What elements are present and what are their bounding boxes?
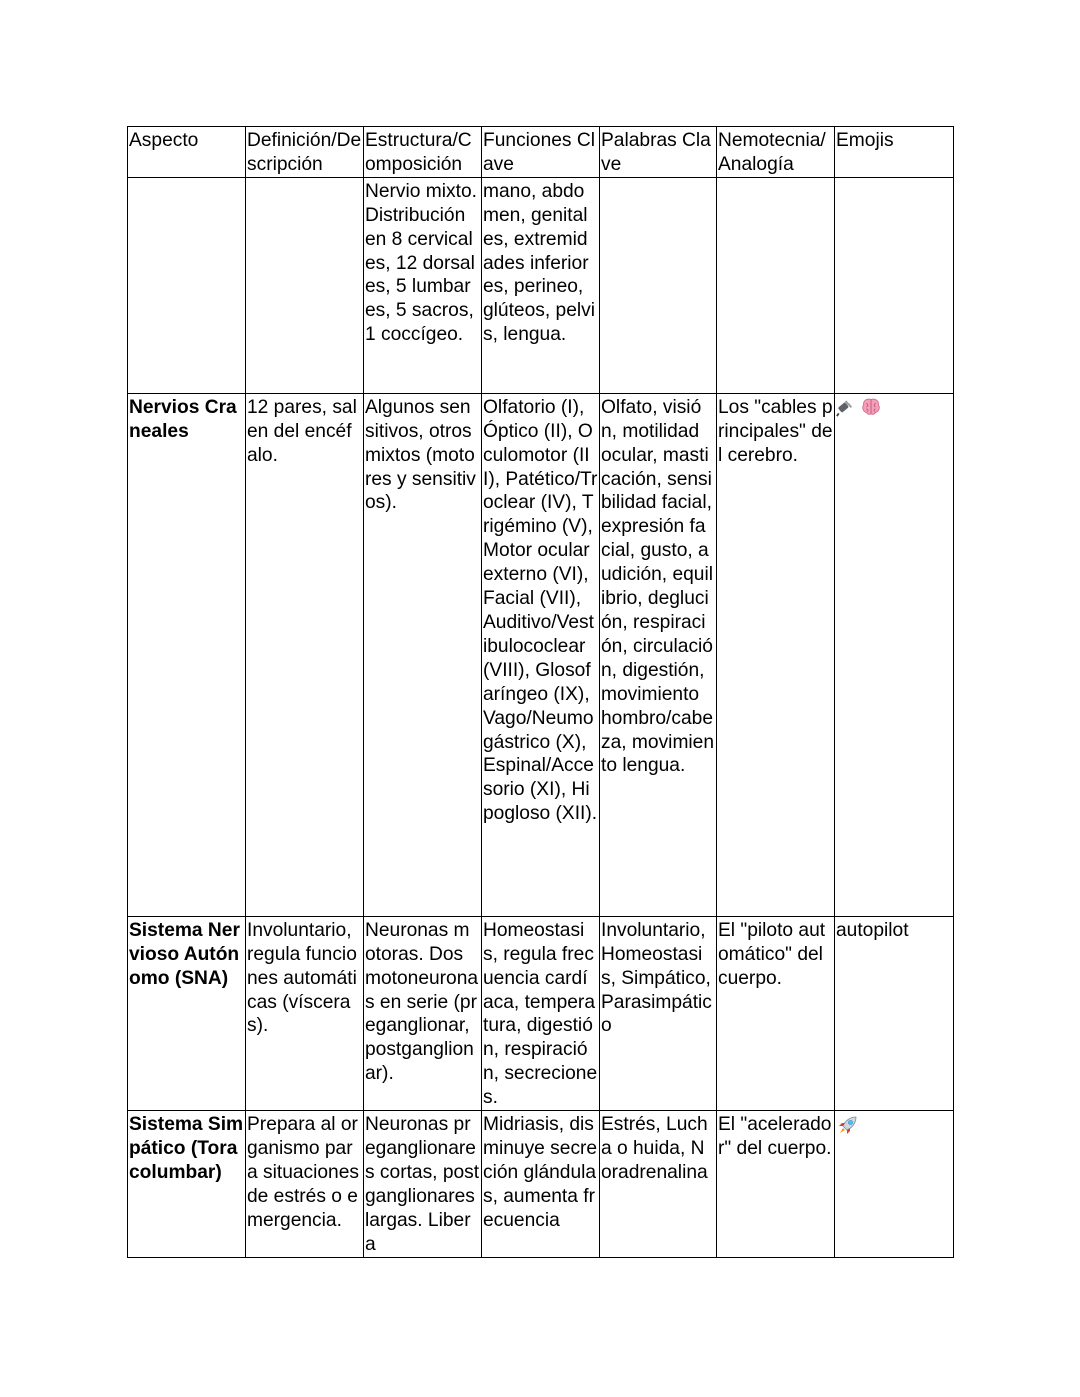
plug-icon	[836, 396, 858, 418]
cell-definicion: Prepara al organismo para situaciones de estrés o emergencia.	[246, 1111, 364, 1257]
cell-palabras: Involuntario, Homeostasis, Simpático, Parasimpático	[600, 916, 717, 1110]
cell-definicion	[246, 177, 364, 393]
cell-palabras	[600, 177, 717, 393]
brain-icon	[860, 396, 882, 418]
cell-aspecto: Nervios Craneales	[128, 393, 246, 916]
cell-estructura: Neuronas preganglionares cortas, postganglionares largas. Libera	[364, 1111, 482, 1257]
cell-estructura: Neuronas motoras. Dos motoneuronas en serie (preganglionar, postganglionar).	[364, 916, 482, 1110]
cell-aspecto	[128, 177, 246, 393]
header-cell-definicion: Definición/Descripción	[246, 127, 364, 178]
cell-estructura: Nervio mixto. Distribución en 8 cervicales, 12 dorsales, 5 lumbares, 5 sacros, 1 coccígeo.	[364, 177, 482, 393]
table-header-row	[128, 127, 954, 178]
document-page	[127, 126, 954, 1258]
summary-table	[127, 126, 954, 1258]
table-row	[128, 393, 954, 916]
rocket-icon	[836, 1113, 860, 1137]
header-cell-palabras: Palabras Clave	[600, 127, 717, 178]
cell-palabras: Olfato, visión, motilidad ocular, masticación, sensibilidad facial, expresión facial, gusto, audición, equilibrio, deglución, respiración, circulación, digestión, movimiento hombro/cabeza, movimiento lengua.	[600, 393, 717, 916]
emoji-group	[836, 396, 882, 418]
cell-funciones: Homeostasis, regula frecuencia cardíaca, temperatura, digestión, respiración, secreciones.	[482, 916, 600, 1110]
cell-emojis	[835, 177, 954, 393]
table-row	[128, 1111, 954, 1257]
cell-emojis	[835, 393, 954, 916]
cell-nemotecnia	[717, 177, 835, 393]
cell-nemotecnia: El "piloto automático" del cuerpo.	[717, 916, 835, 1110]
cell-emojis	[835, 1111, 954, 1257]
cell-nemotecnia: Los "cables principales" del cerebro.	[717, 393, 835, 916]
cell-nemotecnia: El "acelerador" del cuerpo.	[717, 1111, 835, 1257]
cell-emojis: autopilot	[835, 916, 954, 1110]
cell-definicion: Involuntario, regula funciones automáticas (vísceras).	[246, 916, 364, 1110]
cell-funciones: Olfatorio (I), Óptico (II), Oculomotor (III), Patético/Troclear (IV), Trigémino (V), Motor ocular externo (VI), Facial (VII), Auditivo/Vestibulococlear (VIII), Glosofaríngeo (IX), Vago/Neumogástrico (X), Espinal/Accesorio (XI), Hipogloso (XII).	[482, 393, 600, 916]
table-row	[128, 177, 954, 393]
cell-definicion: 12 pares, salen del encéfalo.	[246, 393, 364, 916]
cell-aspecto: Sistema Nervioso Autónomo (SNA)	[128, 916, 246, 1110]
table-row	[128, 916, 954, 1110]
header-cell-funciones: Funciones Clave	[482, 127, 600, 178]
cell-funciones: Midriasis, disminuye secreción glándulas, aumenta frecuencia	[482, 1111, 600, 1257]
cell-aspecto: Sistema Simpático (Toracolumbar)	[128, 1111, 246, 1257]
header-cell-aspecto: Aspecto	[128, 127, 246, 178]
cell-funciones: mano, abdomen, genitales, extremidades inferiores, perineo, glúteos, pelvis, lengua.	[482, 177, 600, 393]
header-cell-emojis: Emojis	[835, 127, 954, 178]
cell-palabras: Estrés, Lucha o huida, Noradrenalina	[600, 1111, 717, 1257]
header-cell-nemotecnia: Nemotecnia/Analogía	[717, 127, 835, 178]
header-cell-estructura: Estructura/Composición	[364, 127, 482, 178]
cell-estructura: Algunos sensitivos, otros mixtos (motores y sensitivos).	[364, 393, 482, 916]
